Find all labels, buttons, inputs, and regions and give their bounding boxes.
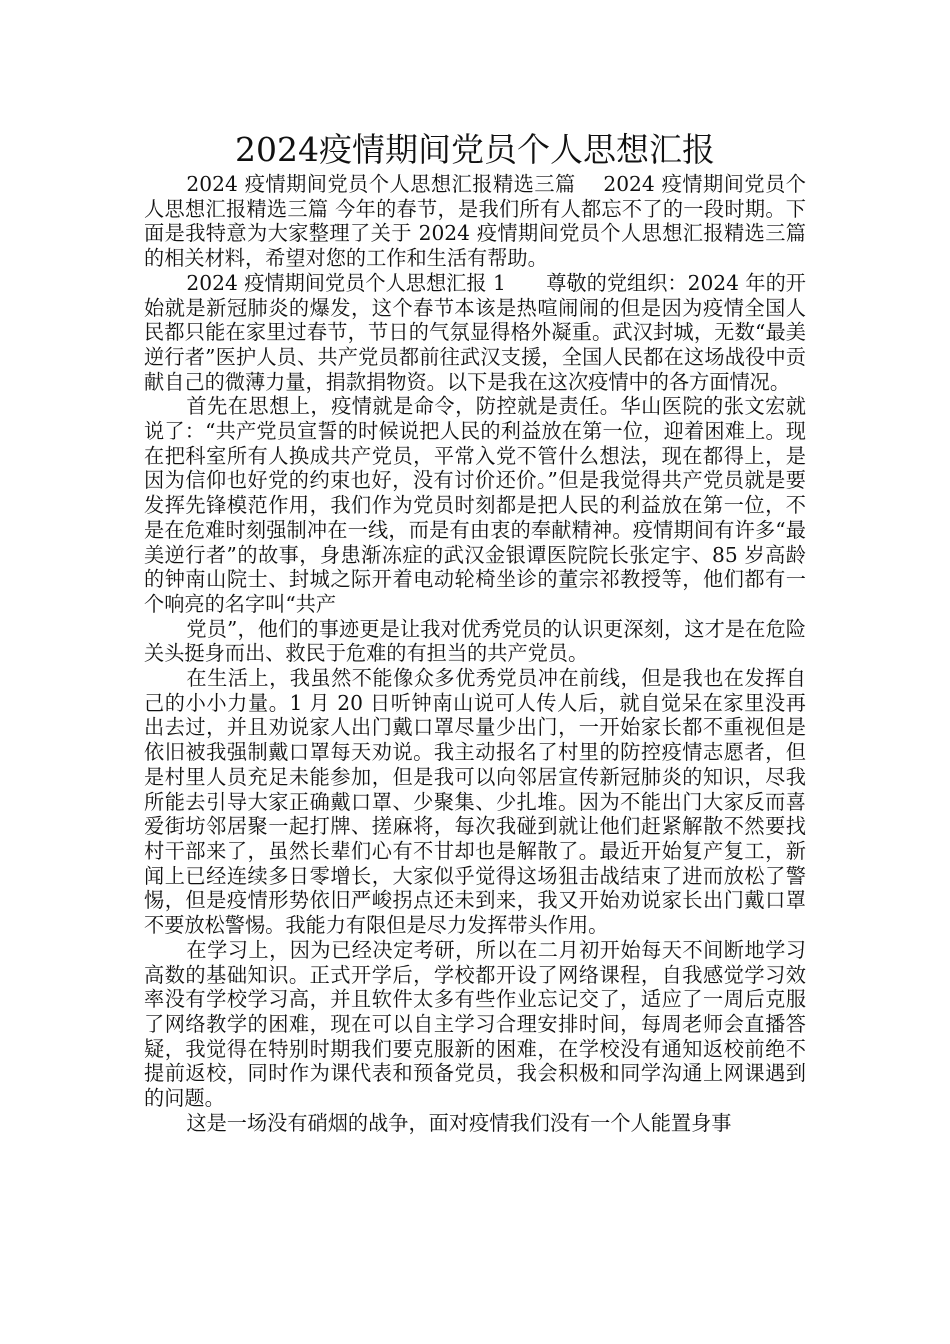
document-title: 2024疫情期间党员个人思想汇报 — [235, 130, 715, 169]
paragraph-ideology: 首先在思想上，疫情就是命令，防控就是责任。华山医院的张文宏就说了：“共产党员宣誓的时候说把人民的利益放在第一位，迎着困难上。现在把科室所有人换成共产党员，平常入党不管什么想法，现在都得上，是因为信仰也好党的约束也好，没有讨价还价。”但是我觉得共产党员就是要发挥先锋模范作用，我们作为党员时刻都是把人民的利益放在第一位，不是在危难时刻强制冲在一线，而是有由衷的奉献精神。疫情期间有许多“最美逆行者”的故事，身患渐冻症的武汉金银谭医院院长张定宇、85 岁高龄的钟南山院士、封城之际开着电动轮椅坐诊的董宗祁教授等，他们都有一个响亮的名字叫“共产 — [144, 394, 806, 616]
paragraph-intro: 2024 疫情期间党员个人思想汇报精选三篇 2024 疫情期间党员个人思想汇报精选三篇 今年的春节，是我们所有人都忘不了的一段时期。下面是我特意为大家整理了关于 2024 疫情期间党员个人思想汇报精选三篇的相关材料，希望对您的工作和生活有帮助。 — [144, 172, 806, 271]
paragraph-ideology-continued: 党员”，他们的事迹更是让我对优秀党员的认识更深刻，这才是在危险关头挺身而出、救民于危难的有担当的共产党员。 — [144, 616, 806, 666]
paragraph-life: 在生活上，我虽然不能像众多优秀党员冲在前线，但是我也在发挥自己的小小力量。1 月 20 日听钟南山说可人传人后，就自觉呆在家里没再出去过，并且劝说家人出门戴口罩尽量少出门，一开始家长都不重视但是依旧被我强制戴口罩每天劝说。我主动报名了村里的防控疫情志愿者，但是村里人员充足未能参加，但是我可以向邻居宣传新冠肺炎的知识，尽我所能去引导大家正确戴口罩、少聚集、少扎堆。因为不能出门大家反而喜爱街坊邻居聚一起打牌、搓麻将，每次我碰到就让他们赶紧解散不然要找村干部来了，虽然长辈们心有不甘却也是解散了。最近开始复产复工，新闻上已经连续多日零增长，大家似乎觉得这场狙击战结束了进而放松了警惕，但是疫情形势依旧严峻拐点还未到来，我又开始劝说家长出门戴口罩不要放松警惕。我能力有限但是尽力发挥带头作用。 — [144, 666, 806, 938]
paragraph-study: 在学习上，因为已经决定考研，所以在二月初开始每天不间断地学习高数的基础知识。正式开学后，学校都开设了网络课程，自我感觉学习效率没有学校学习高，并且软件太多有些作业忘记交了，适应了一周后克服了网络教学的困难，现在可以自主学习合理安排时间，每周老师会直播答疑，我觉得在特别时期我们要克服新的困难，在学校没有通知返校前绝不提前返校，同时作为课代表和预备党员，我会积极和同学沟通上网课遇到的问题。 — [144, 937, 806, 1111]
paragraph-report-opening: 2024 疫情期间党员个人思想汇报 1 尊敬的党组织：2024 年的开始就是新冠肺炎的爆发，这个春节本该是热喧闹闹的但是因为疫情全国人民都只能在家里过春节，节日的气氛显得格外凝重。武汉封城，无数“最美逆行者”医护人员、共产党员都前往武汉支援，全国人民都在这场战役中贡献自己的微薄力量，捐款捐物资。以下是我在这次疫情中的各方面情况。 — [144, 270, 806, 394]
paragraph-closing: 这是一场没有硝烟的战争，面对疫情我们没有一个人能置身事 — [186, 1110, 732, 1135]
document-page — [144, 128, 806, 1135]
